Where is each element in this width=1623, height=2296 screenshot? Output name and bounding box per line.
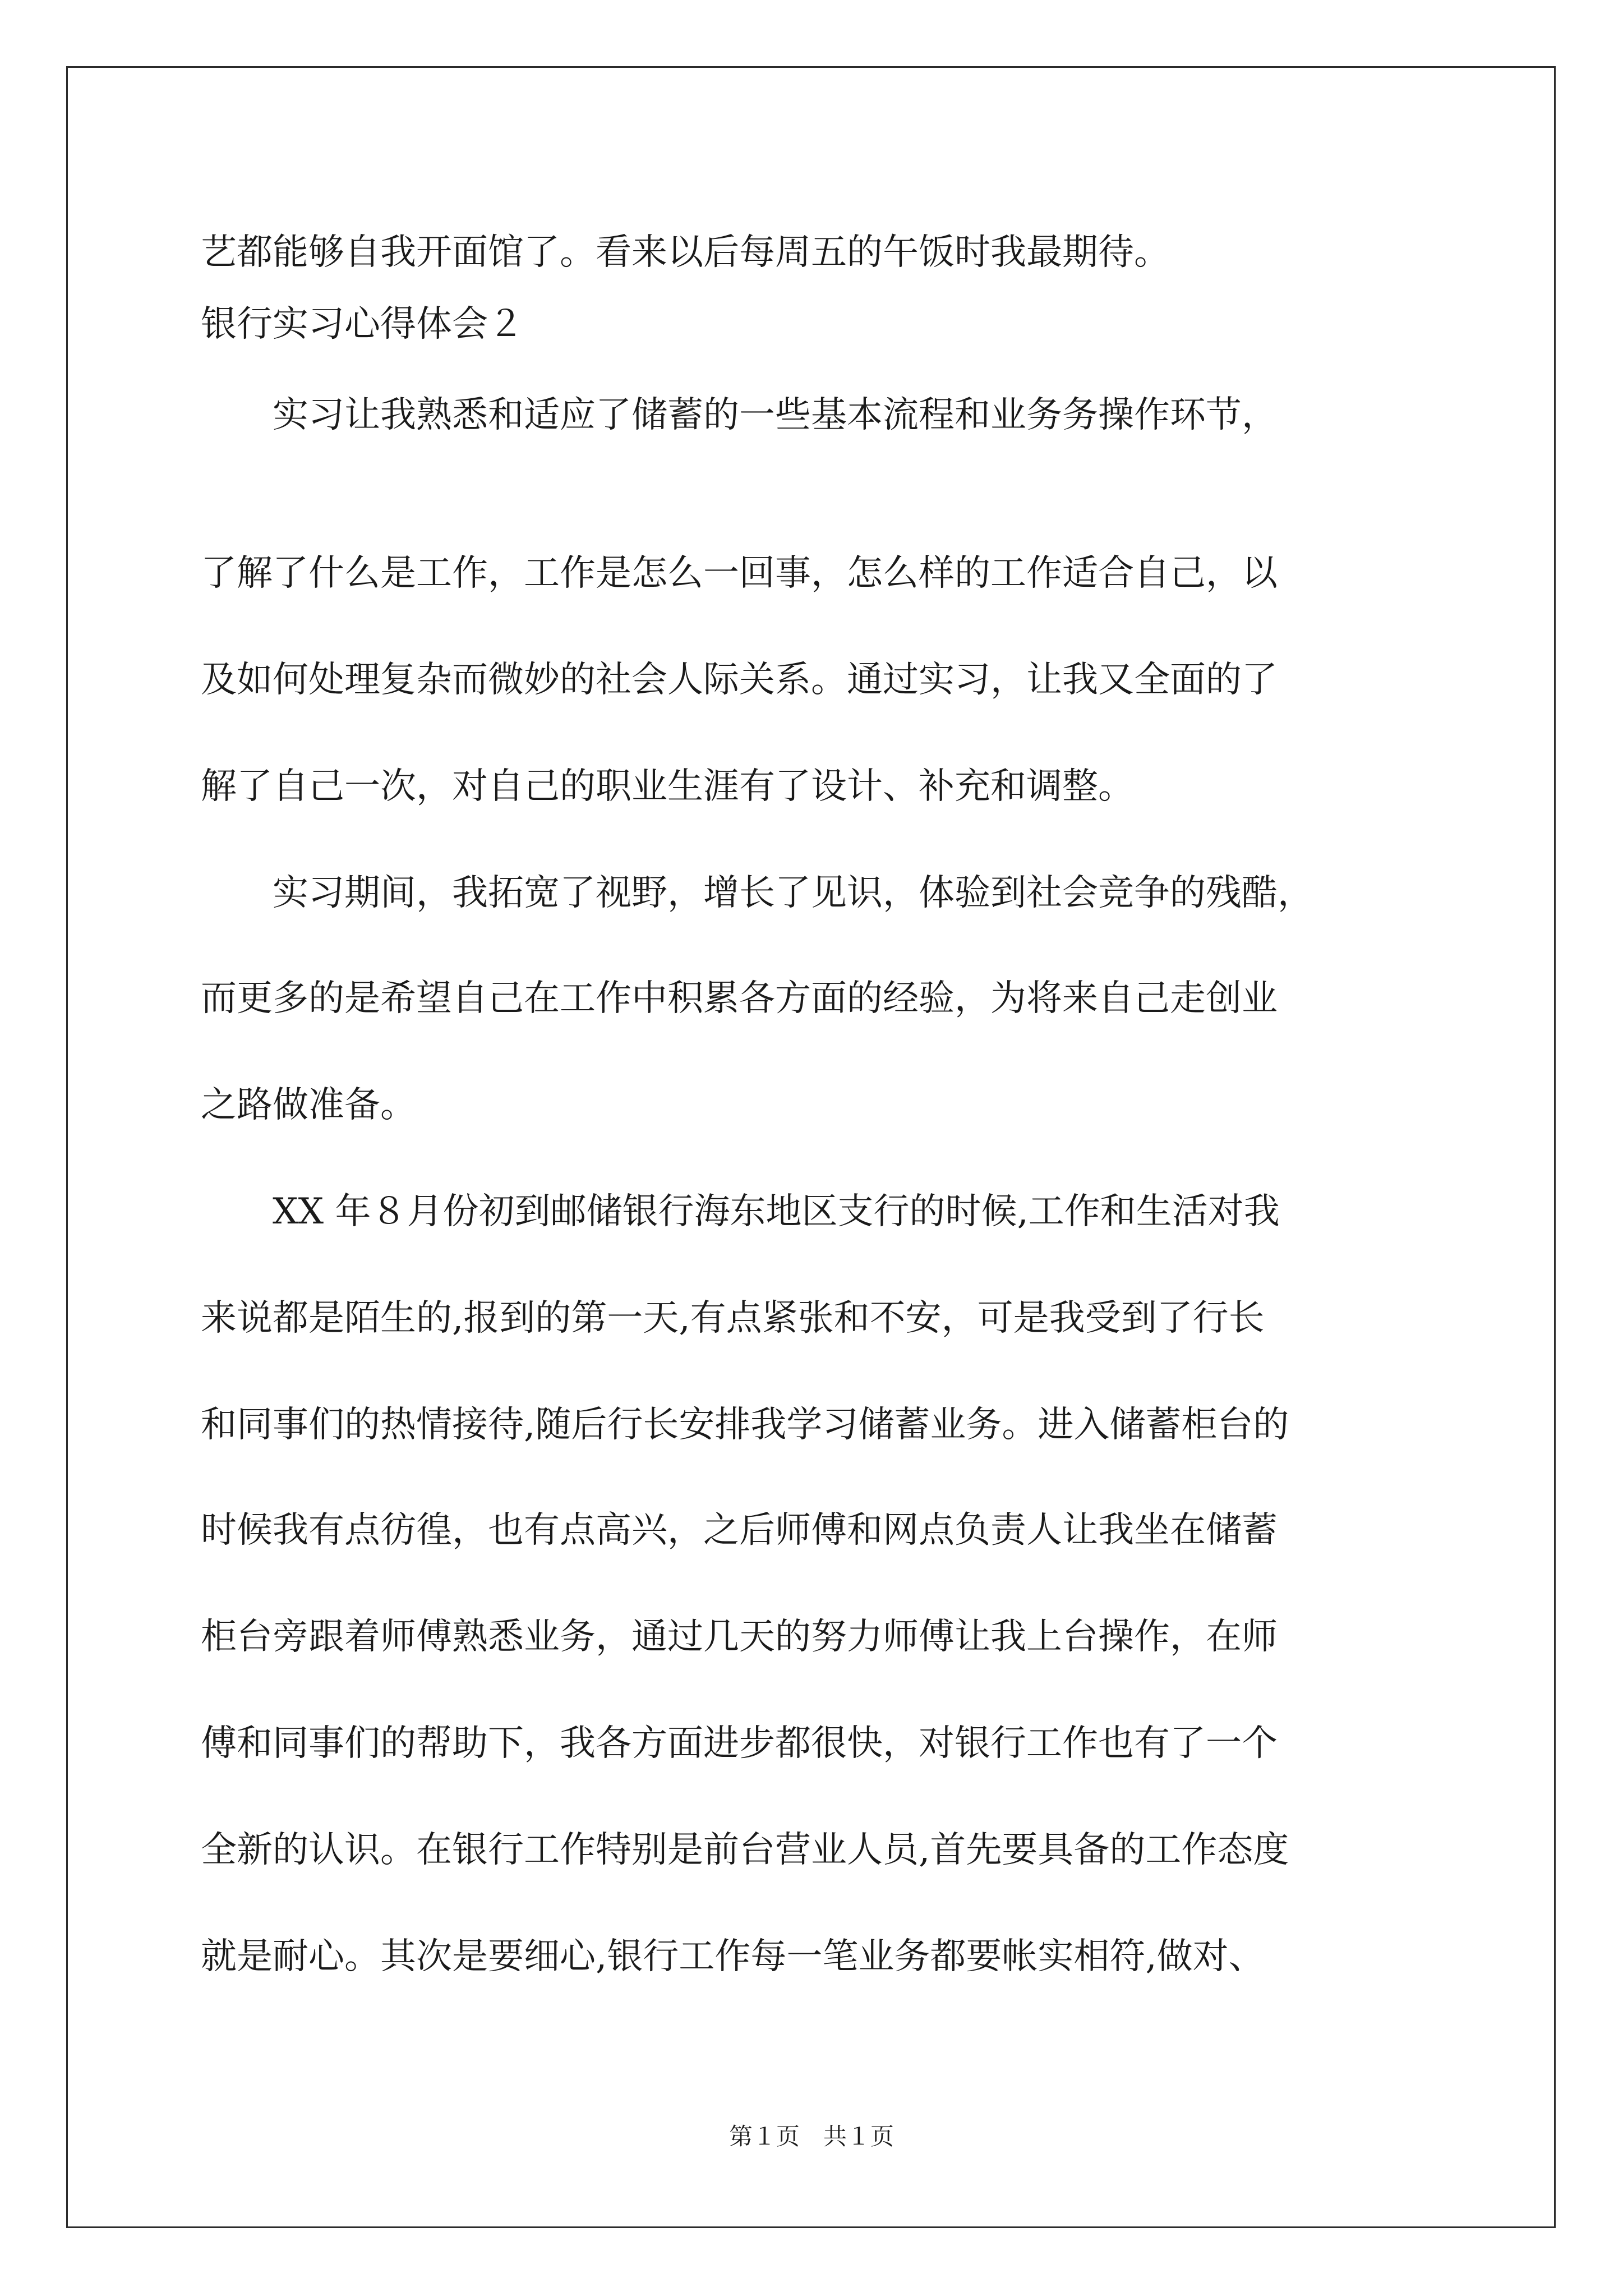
text-line: 来说都是陌生的,报到的第一天,有点紧张和不安，可是我受到了行长 xyxy=(201,1297,1265,1339)
text-line: 柜台旁跟着师傅熟悉业务，通过几天的努力师傅让我上台操作，在师 xyxy=(201,1616,1278,1658)
text-line: 全新的认识。在银行工作特别是前台营业人员,首先要具备的工作态度 xyxy=(201,1829,1289,1871)
page-number: 第１页 共１页 xyxy=(728,2123,894,2150)
text-line: 和同事们的热情接待,随后行长安排我学习储蓄业务。进入储蓄柜台的 xyxy=(201,1404,1289,1446)
text-line: 艺都能够自我开面馆了。看来以后每周五的午饭时我最期待。 xyxy=(201,232,1170,273)
page-border xyxy=(66,66,1556,2228)
text-line: 了解了什么是工作，工作是怎么一回事，怎么样的工作适合自己，以 xyxy=(201,553,1278,594)
text-line: 就是耐心。其次是要细心,银行工作每一笔业务都要帐实相符,做对、 xyxy=(201,1936,1265,1977)
text-line: 解了自己一次，对自己的职业生涯有了设计、补充和调整。 xyxy=(201,766,1134,807)
text-line: 及如何处理复杂而微妙的社会人际关系。通过实习，让我又全面的了 xyxy=(201,659,1278,701)
text-line: 傅和同事们的帮助下，我各方面进步都很快，对银行工作也有了一个 xyxy=(201,1723,1278,1764)
text-line: 之路做准备。 xyxy=(201,1084,416,1126)
section-heading: 银行实习心得体会２ xyxy=(201,303,524,345)
text-line: XX 年８月份初到邮储银行海东地区支行的时候,工作和生活对我 xyxy=(201,1191,1280,1232)
text-line: 实习让我熟悉和适应了储蓄的一些基本流程和业务务操作环节， xyxy=(201,394,1278,436)
text-line: 实习期间，我拓宽了视野，增长了见识，体验到社会竞争的残酷， xyxy=(201,872,1313,914)
text-line: 时候我有点彷徨，也有点高兴，之后师傅和网点负责人让我坐在储蓄 xyxy=(201,1510,1278,1551)
text-line: 而更多的是希望自己在工作中积累各方面的经验，为将来自己走创业 xyxy=(201,978,1278,1019)
